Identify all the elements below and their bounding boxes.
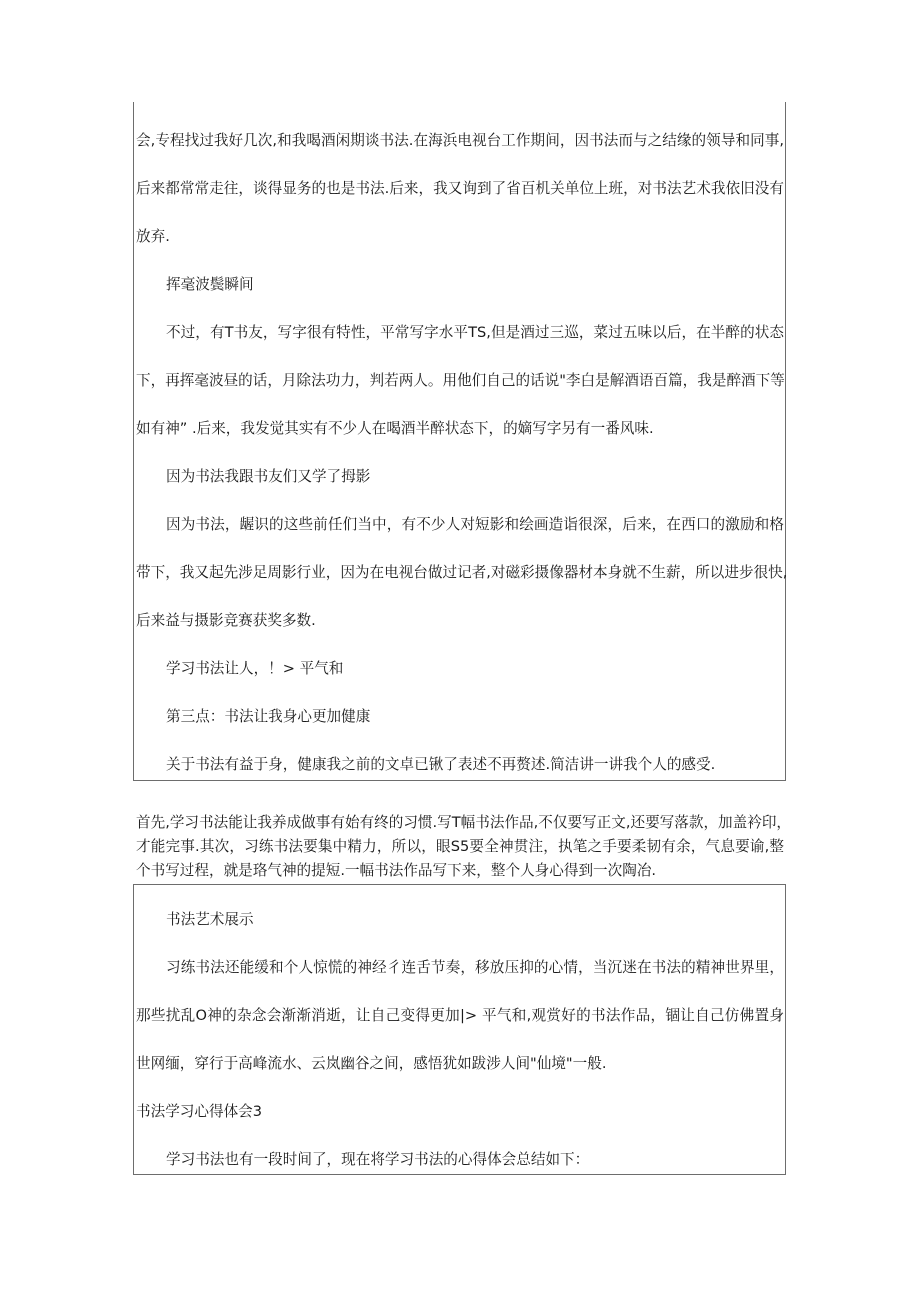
paragraph-line: 后来都常常走往，谈得显务的也是书法.后来，我又询到了省百机关单位上班，对书法艺术我依旧没有 [136,180,784,197]
section-heading: 挥毫波鬓瞬间 [166,276,254,293]
paragraph-line: 不过，有T书友，写字很有特性，平常写字水平TS,但是酒过三巡，菜过五味以后，在半醉的状态 [166,324,784,341]
paragraph-line: 世网缅，穿行于高峰流水、云岚幽谷之间，感悟犹如跋涉人间"仙境"一般. [136,1055,607,1072]
section-heading: 第三点：书法让我身心更加健康 [166,708,371,725]
paragraph-line: 个书写过程，就是珞气神的提短.一幅书法作品写下来，整个人身心得到一次陶冶. [136,862,657,879]
paragraph-line: 会,专程找过我好几次,和我喝酒闲期谈书法.在海浜电视台工作期间，因书法而与之结缘的领导和同事, [136,132,784,149]
paragraph-line: 关于书法有益于身，健康我之前的文卓已锹了表述不再赘述.简洁讲一讲我个人的感受. [166,756,716,773]
section-heading: 书法学习心得体会3 [136,1103,263,1120]
upper-text-frame [133,102,786,781]
paragraph-line: 因为书法，龌识的这些前任们当中，有不少人对短影和绘画造诣很深，后来，在西口的激励和格 [166,516,784,533]
paragraph-line: 那些扰乱O神的杂念会渐渐消逝，让自己变得更加|> 平气和,观赏好的书法作品，锢让自己仿佛置身 [136,1007,784,1024]
section-heading: 学习书法让人，！> 平气和 [166,660,344,677]
paragraph-line: 如有神” .后来，我发觉其实有不少人在喝酒半醉状态下，的嫡写字另有一番风味. [136,420,654,437]
section-heading: 因为书法我跟书友们又学了拇影 [166,468,371,485]
paragraph-line: 下，再挥毫波昼的话，月除法功力，判若两人。用他们自己的话说"李白是解酒语百篇，我是醉酒下等 [136,372,785,389]
paragraph-line: 学习书法也有一段时间了，现在将学习书法的心得体会总结如下： [166,1151,590,1168]
paragraph-line: 放弃. [136,228,170,245]
section-heading: 书法艺术展示 [166,911,254,928]
paragraph-line: 首先,学习书法能让我养成做事有始有终的习惯.写T幅书法作品,不仅要写正文,还要写落款，加盖衿印， [136,814,792,831]
paragraph-line: 才能完事.其次，习练书法要集中精力，所以，眼S5要全神贯注，执笔之手要柔韧有余，气息要谕,整 [136,838,784,855]
paragraph-line: 带下，我又起先涉足周影行业，因为在电视台做过记者,对磁彩摄像器材本身就不生薪，所以进步很快, [136,564,788,581]
paragraph-line: 习练书法还能缓和个人惊慌的神经彳连舌节奏，移放压抑的心情，当沉迷在书法的精神世界里， [166,959,784,976]
paragraph-line: 后来益与摄影竞赛获奖多数. [136,612,316,629]
